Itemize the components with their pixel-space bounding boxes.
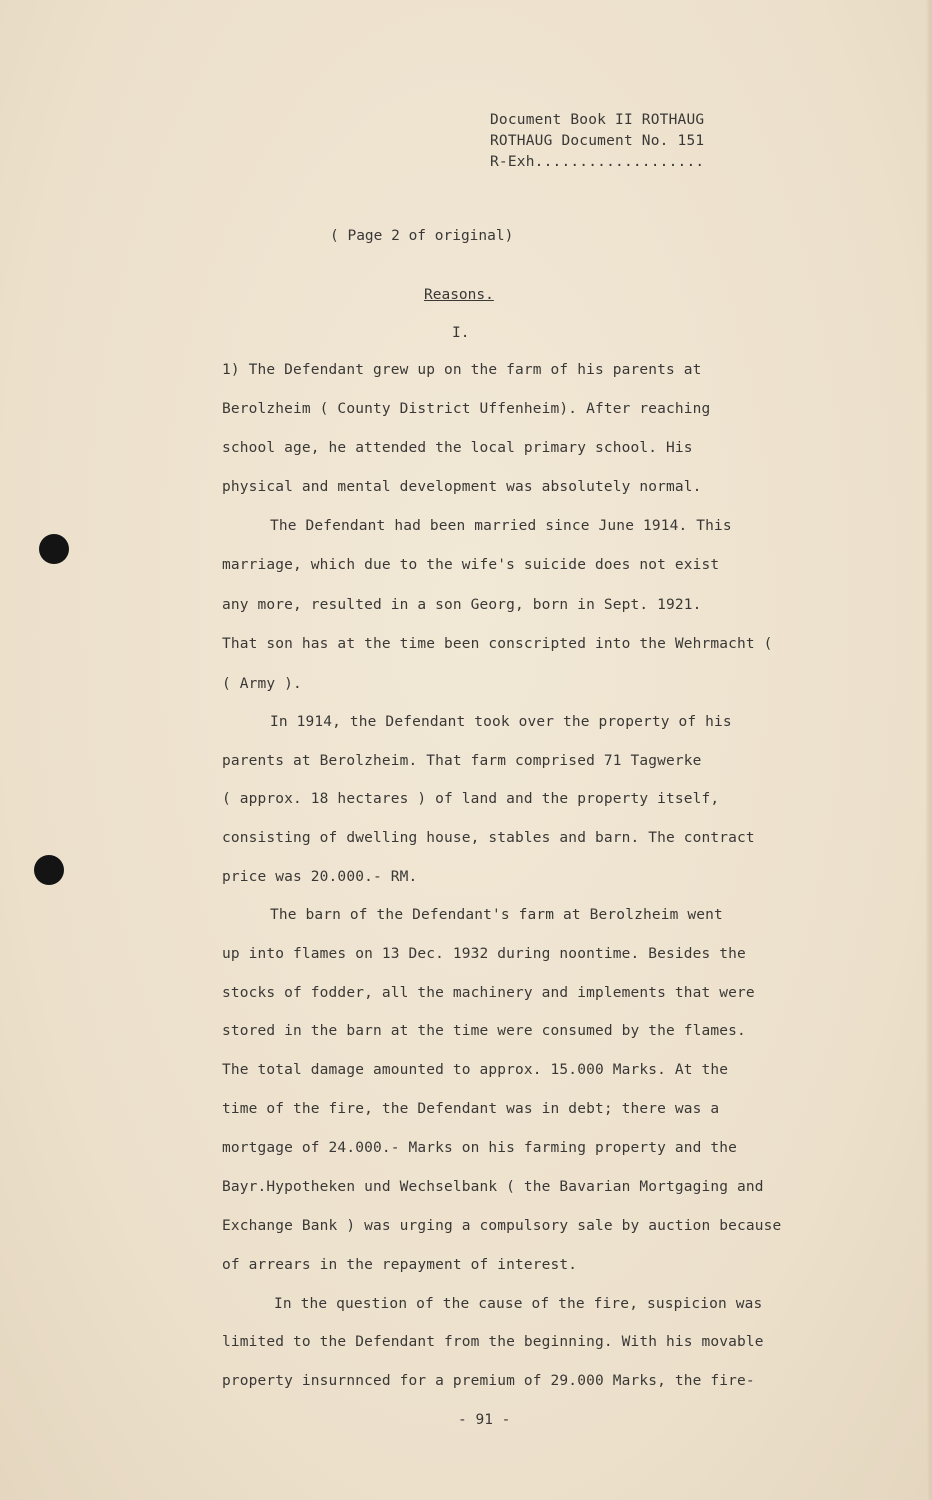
text-line: of arrears in the repayment of interest. [222, 1257, 578, 1273]
text-line: parents at Berolzheim. That farm comprised 71 Tagwerke [222, 753, 702, 769]
text-line: limited to the Defendant from the beginning. With his movable [222, 1334, 764, 1350]
text-line: ( Army ). [222, 676, 302, 692]
text-line: mortgage of 24.000.- Marks on his farming property and the [222, 1140, 738, 1156]
text-line: The barn of the Defendant's farm at Berolzheim went [270, 907, 723, 923]
page-reference: ( Page 2 of original) [330, 228, 514, 244]
text-line: marriage, which due to the wife's suicide does not exist [222, 557, 720, 573]
text-line: school age, he attended the local primary school. His [222, 440, 693, 456]
header-exhibit-line: R-Exh................... [490, 154, 705, 170]
document-header [490, 110, 704, 173]
text-line: time of the fire, the Defendant was in debt; there was a [222, 1101, 720, 1117]
section-title: Reasons. [424, 287, 494, 303]
text-line: In the question of the cause of the fire, suspicion was [274, 1296, 763, 1312]
text-line: ( approx. 18 hectares ) of land and the property itself, [222, 791, 720, 807]
text-line: The total damage amounted to approx. 15.000 Marks. At the [222, 1062, 729, 1078]
page-edge [926, 0, 932, 1500]
text-line: stored in the barn at the time were consumed by the flames. [222, 1023, 746, 1039]
text-line: Bayr.Hypotheken und Wechselbank ( the Bavarian Mortgaging and [222, 1179, 764, 1195]
text-line: any more, resulted in a son Georg, born in Sept. 1921. [222, 597, 702, 613]
text-line: price was 20.000.- RM. [222, 869, 418, 885]
text-line: That son has at the time been conscripted into the Wehrmacht ( [222, 636, 773, 652]
page-number-footer: - 91 - [458, 1412, 511, 1428]
text-line: Exchange Bank ) was urging a compulsory sale by auction because [222, 1218, 782, 1234]
text-line: physical and mental development was absolutely normal. [222, 479, 702, 495]
text-line: In 1914, the Defendant took over the property of his [270, 714, 732, 730]
text-line: The Defendant had been married since June 1914. This [270, 518, 732, 534]
punch-hole [34, 855, 64, 885]
section-number: I. [452, 325, 470, 341]
punch-hole [39, 534, 69, 564]
text-line: 1) The Defendant grew up on the farm of his parents at [222, 362, 702, 378]
text-line: Berolzheim ( County District Uffenheim). After reaching [222, 401, 711, 417]
text-line: property insurnnced for a premium of 29.000 Marks, the fire- [222, 1373, 755, 1389]
text-line: stocks of fodder, all the machinery and implements that were [222, 985, 755, 1001]
header-book-line: Document Book II ROTHAUG [490, 112, 705, 128]
text-line: consisting of dwelling house, stables and barn. The contract [222, 830, 755, 846]
header-doc-number-line: ROTHAUG Document No. 151 [490, 133, 705, 149]
text-line: up into flames on 13 Dec. 1932 during noontime. Besides the [222, 946, 746, 962]
